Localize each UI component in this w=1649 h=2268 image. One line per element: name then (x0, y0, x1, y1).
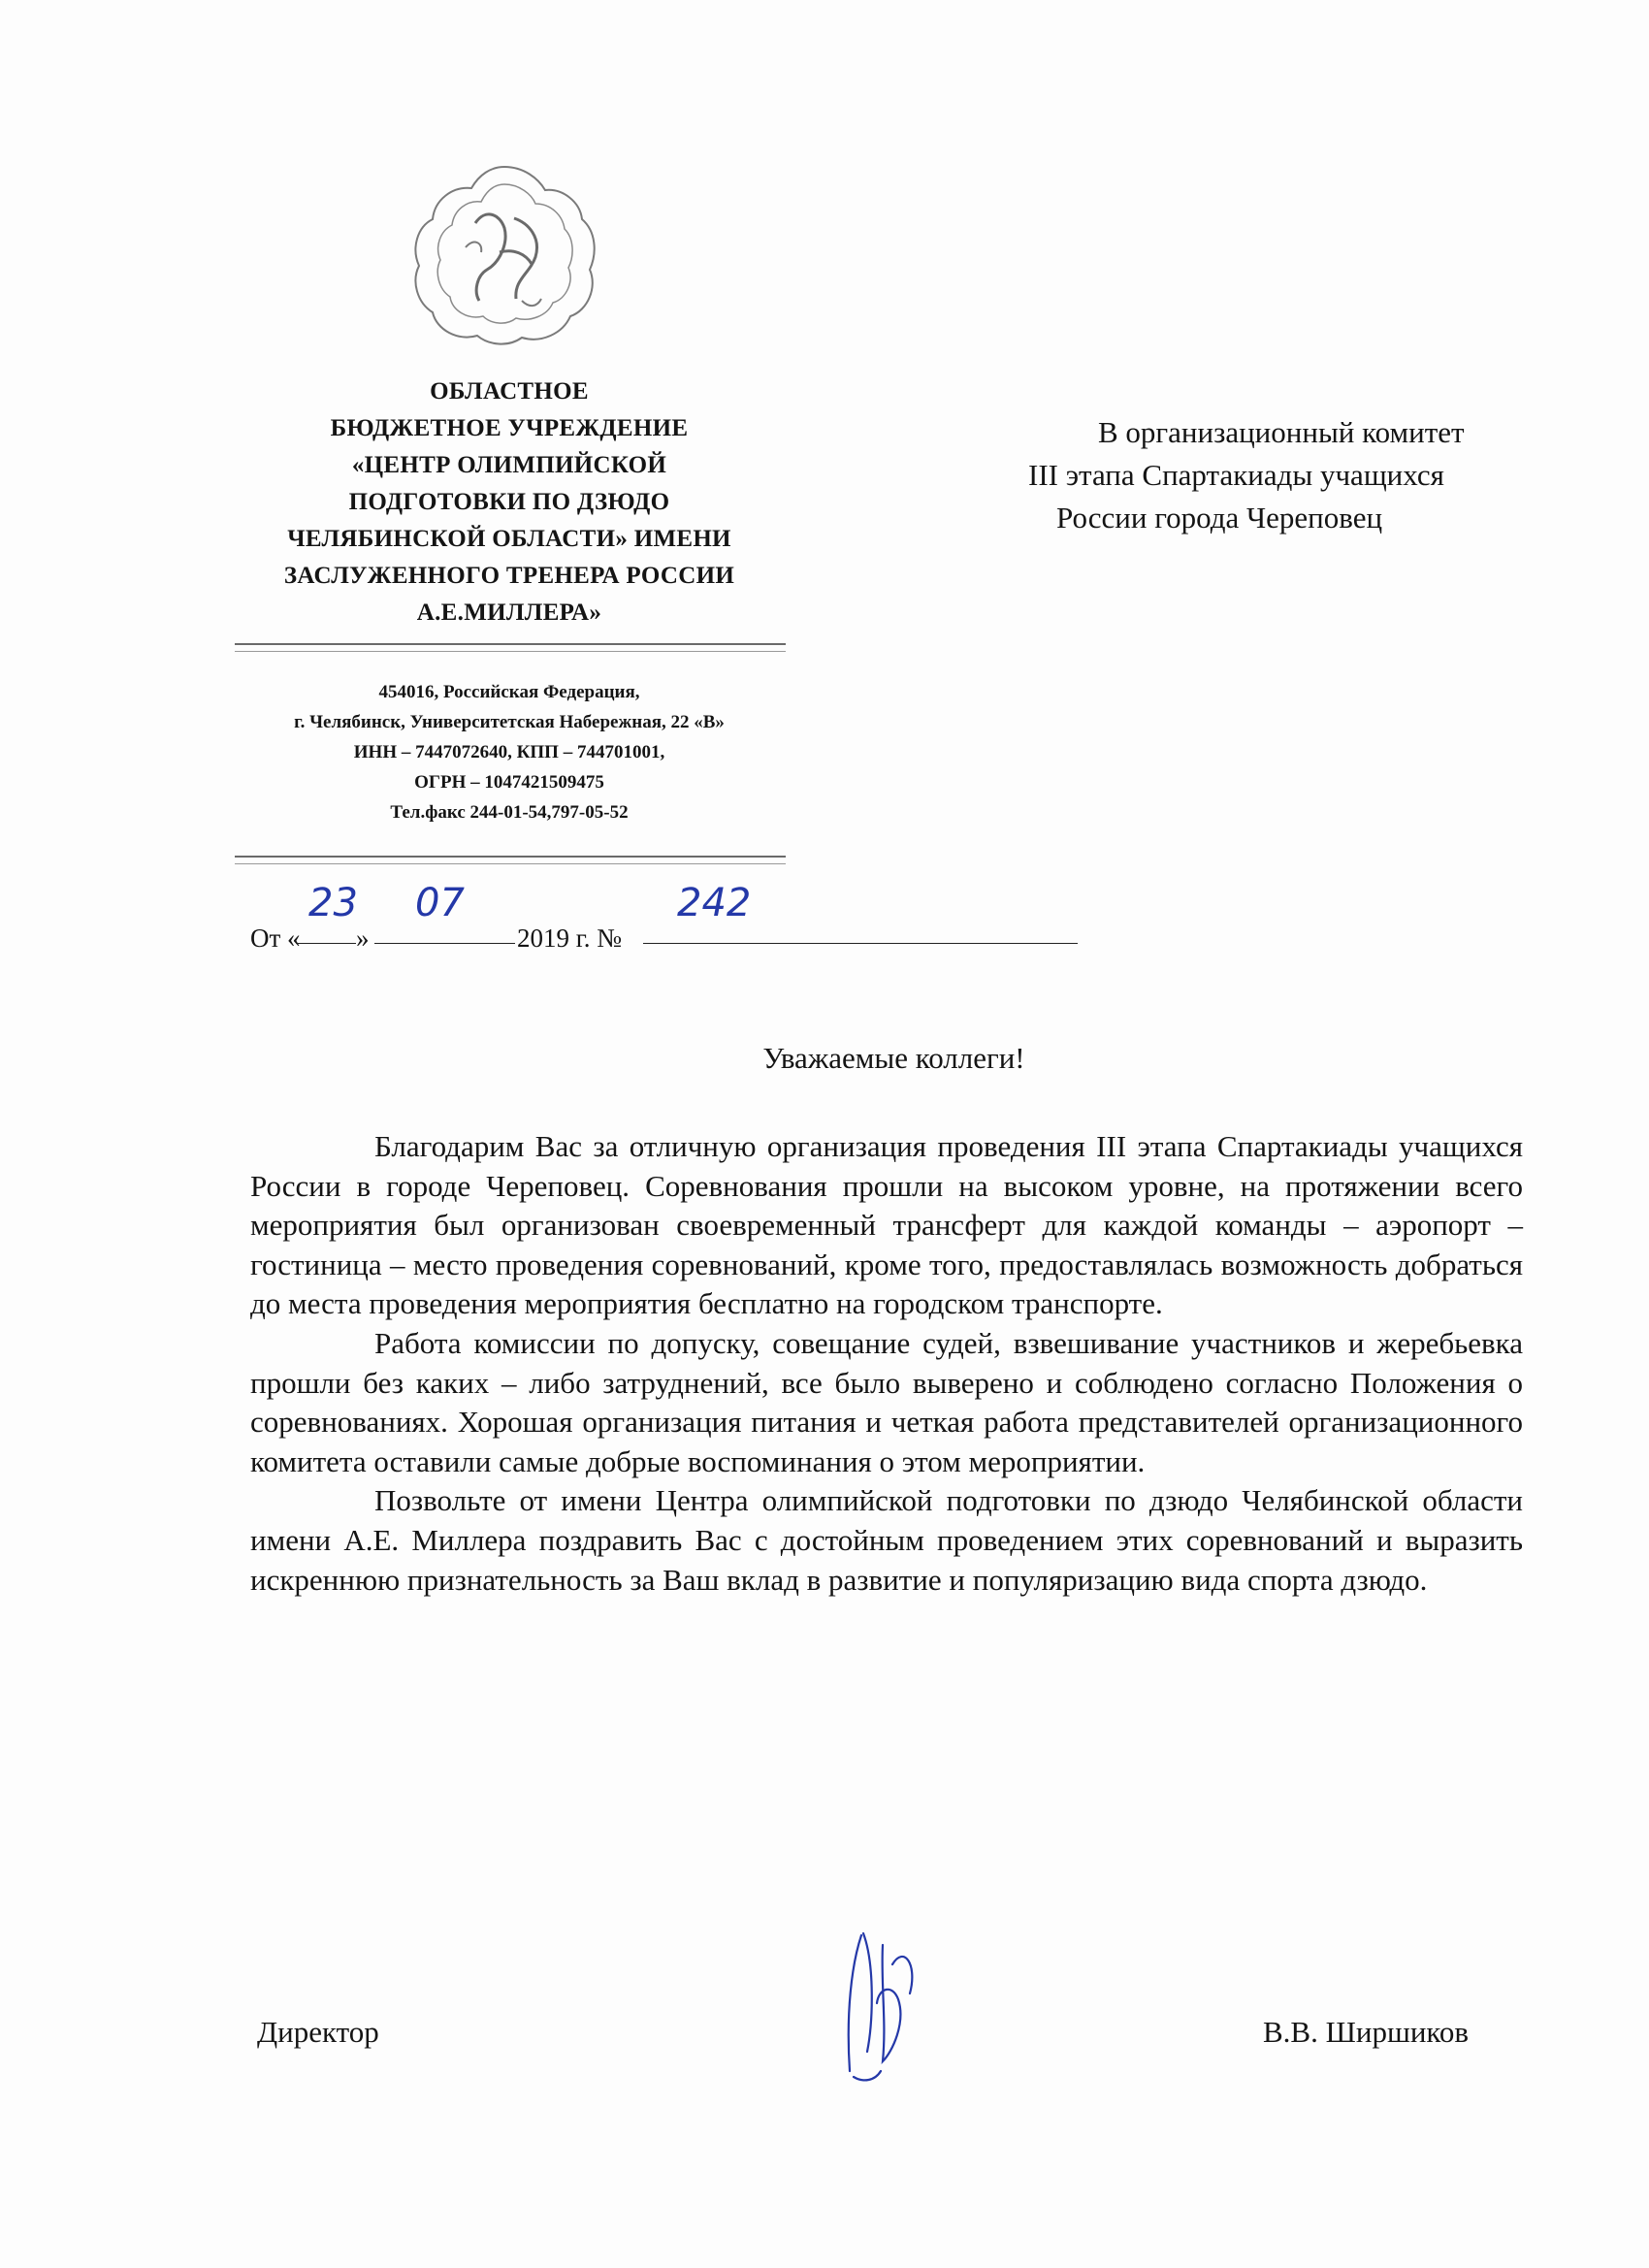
contact-line: ОГРН – 1047421509475 (414, 772, 604, 793)
handwritten-signature-icon (824, 1906, 931, 2100)
body-paragraph: Благодарим Вас за отличную организация проведения III этапа Спартакиады учащихся России в городе Череповец. Соревнования прошли на высоком уровне, на протяжении всего мероприятия был организован своевременный трансферт для каждой команды – аэропорт – гостиница – место проведения соревнований, кроме того, предоставлялась возможность добраться до места проведения мероприятия бесплатно на городском транспорте. (250, 1129, 1523, 1321)
contact-line: г. Челябинск, Университетская Набережная, 22 «В» (294, 712, 725, 732)
greeting: Уважаемые коллеги! (762, 1041, 1025, 1075)
contact-line: 454016, Российская Федерация, (378, 682, 640, 702)
body-paragraph: Позвольте от имени Центра олимпийской подготовки по дзюдо Челябинской области имени А.Е. Миллера поздравить Вас с достойным проведением этих соревнований и выразить искреннюю признательность за Ваш вклад в развитие и популяризацию вида спорта дзюдо. (250, 1483, 1523, 1597)
organization-name (238, 373, 781, 632)
header-divider-bottom (235, 856, 786, 864)
org-name-line: «ЦЕНТР ОЛИМПИЙСКОЙ (351, 452, 667, 478)
addressee-line: России города Череповец (1056, 501, 1383, 535)
signer-name: В.В. Ширшиков (1263, 2015, 1470, 2049)
addressee-line: В организационный комитет (1098, 415, 1465, 449)
signer-title: Директор (257, 2015, 379, 2049)
org-name-line: А.Е.МИЛЛЕРА» (416, 599, 602, 626)
org-name-line: ПОДГОТОВКИ ПО ДЗЮДО (348, 489, 670, 515)
handwritten-day: 23 (308, 881, 358, 925)
addressee-line: III этапа Спартакиады учащихся (1028, 458, 1444, 492)
contact-line: ИНН – 7447072640, КПП – 744701001, (353, 742, 665, 762)
body-paragraph: Работа комиссии по допуску, совещание судей, взвешивание участников и жеребьевка прошли без каких – либо затруднений, все было выверено и соблюдено согласно Положения о соревнованиях. Хорошая организация питания и четкая работа представителей организационного комитета оставили самые добрые воспоминания о этом мероприятии. (250, 1325, 1523, 1478)
date-separator: » (356, 923, 370, 953)
date-year-label: 2019 г. № (517, 923, 623, 953)
organization-contacts (238, 677, 781, 827)
contact-line: Тел.факс 244-01-54,797-05-52 (390, 802, 629, 823)
letter-body (250, 1127, 1523, 1600)
addressee-block (1009, 411, 1591, 539)
org-name-line: ОБЛАСТНОЕ (430, 378, 589, 405)
org-name-line: БЮДЖЕТНОЕ УЧРЕЖДЕНИЕ (330, 415, 689, 441)
handwritten-number: 242 (677, 881, 752, 925)
judo-center-emblem-icon (407, 155, 601, 349)
org-name-line: ЧЕЛЯБИНСКОЙ ОБЛАСТИ» ИМЕНИ (287, 526, 731, 552)
header-divider-top (235, 643, 786, 652)
handwritten-month: 07 (415, 881, 465, 925)
date-prefix: От « (250, 923, 301, 953)
org-name-line: ЗАСЛУЖЕННОГО ТРЕНЕРА РОССИИ (283, 563, 735, 589)
